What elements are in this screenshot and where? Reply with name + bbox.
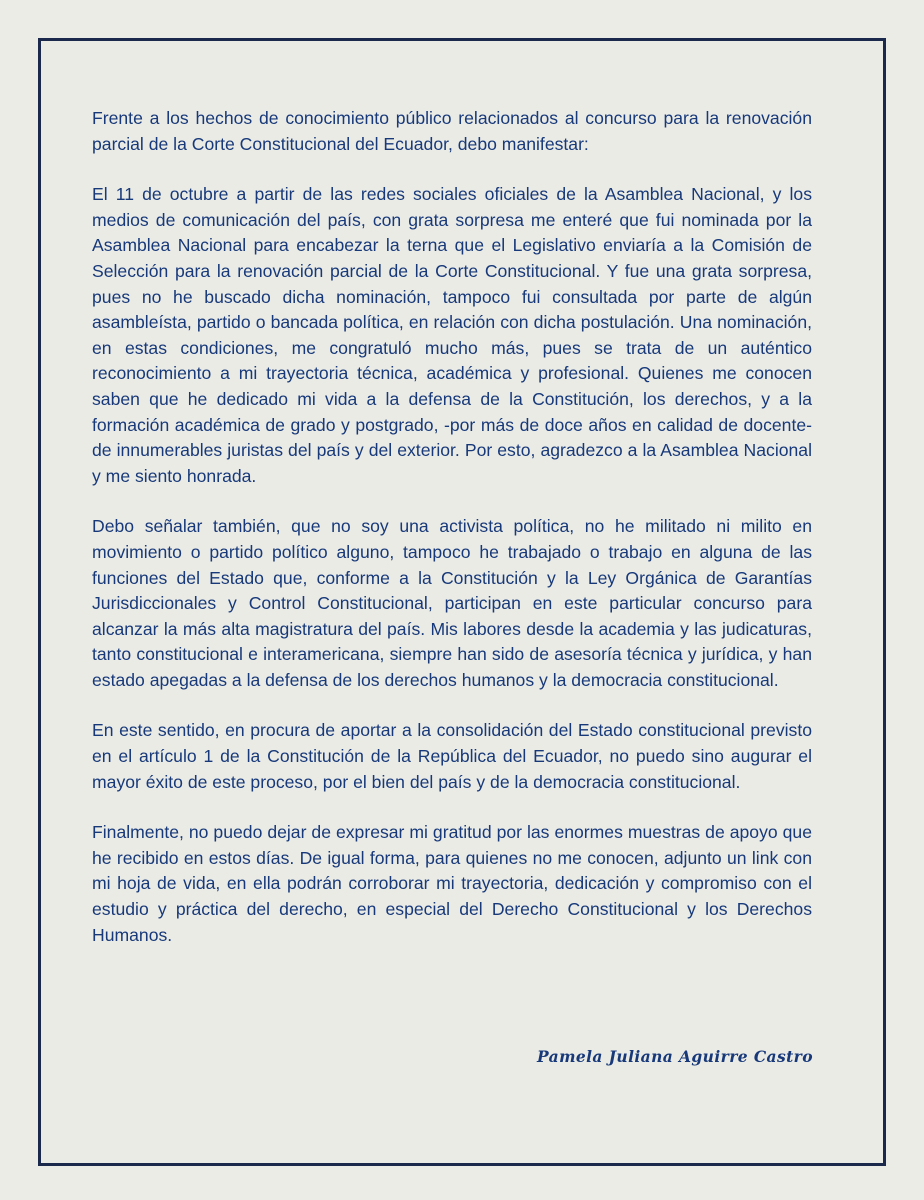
paragraph-wishes: En este sentido, en procura de aportar a la consolidación del Estado constitucional previsto en el artículo 1 de la Constitución de la República del Ecuador, no puedo sino augurar el mayor éxito de este proceso, por el bien del país y de la democracia constitucional. — [92, 720, 812, 792]
signature: Pamela Juliana Aguirre Castro — [537, 1047, 813, 1066]
paragraph-gratitude: Finalmente, no puedo dejar de expresar mi gratitud por las enormes muestras de apoyo que he recibido en estos días. De igual forma, para quienes no me conocen, adjunto un link con mi hoja de vida, en ella podrán corroborar mi trayectoria, dedicación y compromiso con el estudio y práctica del derecho, en especial del Derecho Constitucional y los Derechos Humanos. — [92, 822, 812, 945]
paragraph-intro: Frente a los hechos de conocimiento público relacionados al concurso para la renovación parcial de la Corte Constitucional del Ecuador, debo manifestar: — [92, 108, 812, 154]
letter-body — [92, 106, 812, 973]
paragraph-not-political: Debo señalar también, que no soy una activista política, no he militado ni milito en movimiento o partido político alguno, tampoco he trabajado o trabajo en alguna de las funciones del Estado que, conforme a la Constitución y la Ley Orgánica de Garantías Jurisdiccionales y Control Constitucional, participan en este particular concurso para alcanzar la más alta magistratura del país. Mis labores desde la academia y las judicaturas, tanto constitucional e interamericana, siempre han sido de asesoría técnica y jurídica, y han estado apegadas a la defensa de los derechos humanos y la democracia constitucional. — [92, 516, 812, 690]
paragraph-nomination: El 11 de octubre a partir de las redes sociales oficiales de la Asamblea Nacional, y los medios de comunicación del país, con grata sorpresa me enteré que fui nominada por la Asamblea Nacional para encabezar la terna que el Legislativo enviaría a la Comisión de Selección para la renovación parcial de la Corte Constitucional. Y fue una grata sorpresa, pues no he buscado dicha nominación, tampoco fui consultada por parte de algún asambleísta, partido o bancada política, en relación con dicha postulación. Una nominación, en estas condiciones, me congratuló mucho más, pues se trata de un auténtico reconocimiento a mi trayectoria técnica, académica y profesional. Quienes me conocen saben que he dedicado mi vida a la defensa de la Constitución, los derechos, y a la formación académica de grado y postgrado, -por más de doce años en calidad de docente- de innumerables juristas del país y del exterior. Por esto, agradezco a la Asamblea Nacional y me siento honrada. — [92, 184, 812, 486]
